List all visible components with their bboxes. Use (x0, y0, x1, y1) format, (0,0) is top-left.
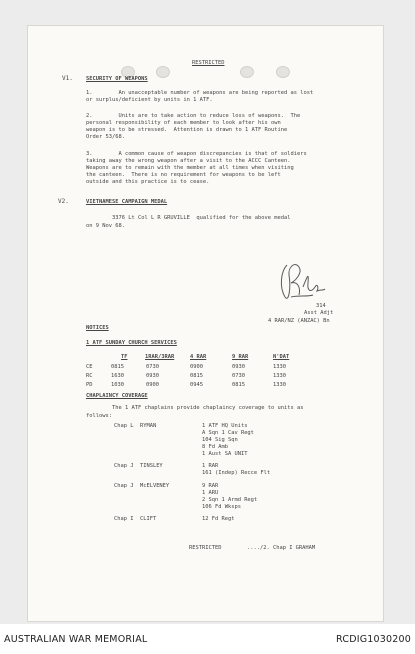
chaplain-unit: 2 Sqn 1 Armd Regt (202, 497, 258, 503)
signature-unit: 4 RAR/NZ (ANZAC) Bn (268, 318, 330, 324)
footer-classification: RESTRICTED (189, 545, 222, 551)
church-services-heading: 1 ATF SUNDAY CHURCH SERVICES (86, 340, 177, 346)
table-cell: 1330 (273, 382, 286, 388)
section-mark-v2: V2. (58, 198, 69, 205)
table-cell: 0815 (111, 364, 124, 370)
chaplain-unit: 1 RAR (202, 463, 219, 469)
paragraph-line: follows: (86, 413, 112, 419)
table-cell: 1630 (111, 373, 124, 379)
chaplain-unit: A Sqn 1 Cav Regt (202, 430, 254, 436)
header-classification: RESTRICTED (192, 60, 225, 66)
paragraph-line: personal responsibility of each member to look after his own (86, 120, 281, 126)
paragraph-line: or surplus/deficient by units in 1 ATF. (86, 97, 213, 103)
table-cell: 0730 (232, 373, 245, 379)
table-header: N'DAT (273, 354, 290, 360)
paragraph-line: 3. A common cause of weapon discrepancies is that of soldiers (86, 151, 307, 157)
table-cell: 0900 (146, 382, 159, 388)
punch-hole (156, 66, 170, 78)
handwritten-signature (277, 257, 327, 305)
archive-reference: RCDIG1030200 (336, 634, 411, 645)
chaplain-unit: 12 Fd Regt (202, 516, 235, 522)
table-cell: PD (86, 382, 93, 388)
paragraph-line: on 9 Nov 68. (86, 223, 125, 229)
table-header: 9 RAR (232, 354, 249, 360)
archive-name: AUSTRALIAN WAR MEMORIAL (4, 634, 148, 645)
table-cell: 0730 (146, 364, 159, 370)
chaplain-name: Chap L RYMAN (114, 423, 157, 429)
chaplain-unit: 106 Fd Wksps (202, 504, 241, 510)
chaplain-unit: 1 ARU (202, 490, 219, 496)
table-cell: 1330 (273, 373, 286, 379)
table-cell: 0945 (190, 382, 203, 388)
chaplaincy-heading: CHAPLAINCY COVERAGE (86, 393, 148, 399)
table-cell: 0930 (146, 373, 159, 379)
table-cell: 1330 (273, 364, 286, 370)
chaplain-unit: 9 RAR (202, 483, 219, 489)
paragraph-line: The 1 ATF chaplains provide chaplaincy coverage to units as (112, 405, 304, 411)
paragraph-line: Order 53/68. (86, 134, 125, 140)
paragraph-line: the canteen. There is no requirement for weapons to be left (86, 172, 281, 178)
table-header: 4 RAR (190, 354, 207, 360)
chaplain-name: Chap J TINSLEY (114, 463, 163, 469)
table-cell: CE (86, 364, 93, 370)
chaplain-unit: 1 ATF HQ Units (202, 423, 248, 429)
table-cell: 1030 (111, 382, 124, 388)
table-cell: 0815 (232, 382, 245, 388)
continuation-note: ..../2. Chap I GRAHAM (247, 545, 316, 551)
paragraph-line: Weapons are to remain with the member at all times when visiting (86, 165, 294, 171)
table-header: TF (121, 354, 128, 360)
table-header: 1RAR/3RAR (145, 354, 175, 360)
punch-hole (276, 66, 290, 78)
signature-number: 314 (316, 303, 326, 309)
section-mark-v1: V1. (62, 75, 73, 82)
section-heading-weapons: SECURITY OF WEAPONS (86, 76, 148, 82)
chaplain-unit: 104 Sig Sqn (202, 437, 238, 443)
paragraph-line: 1. An unacceptable number of weapons are being reported as lost (86, 90, 314, 96)
signature-title: Asst Adjt (304, 310, 334, 316)
section-heading-medal: VIETNAMESE CAMPAIGN MEDAL (86, 199, 168, 205)
paragraph-line: 2. Units are to take action to reduce loss of weapons. The (86, 113, 301, 119)
table-cell: RC (86, 373, 93, 379)
chaplain-unit: 8 Fd Amb (202, 444, 228, 450)
paragraph-line: taking away the wrong weapon after a visit to the ACCC Canteen. (86, 158, 291, 164)
table-cell: 0900 (190, 364, 203, 370)
punch-hole (240, 66, 254, 78)
paragraph-line: outside and this practice is to cease. (86, 179, 210, 185)
chaplain-name: Chap I CLIFT (114, 516, 157, 522)
table-cell: 0815 (190, 373, 203, 379)
chaplain-name: Chap J McELVENEY (114, 483, 170, 489)
paragraph-line: 3376 Lt Col L R GRUVILLE qualified for the above medal (112, 215, 291, 221)
table-cell: 0930 (232, 364, 245, 370)
notices-heading: NOTICES (86, 325, 109, 331)
archive-footer (0, 624, 415, 654)
chaplain-unit: 1 Aust SA UNIT (202, 451, 248, 457)
paragraph-line: weapon is to be stressed. Attention is drawn to 1 ATF Routine (86, 127, 288, 133)
chaplain-unit: 161 (Indep) Recce Flt (202, 470, 271, 476)
